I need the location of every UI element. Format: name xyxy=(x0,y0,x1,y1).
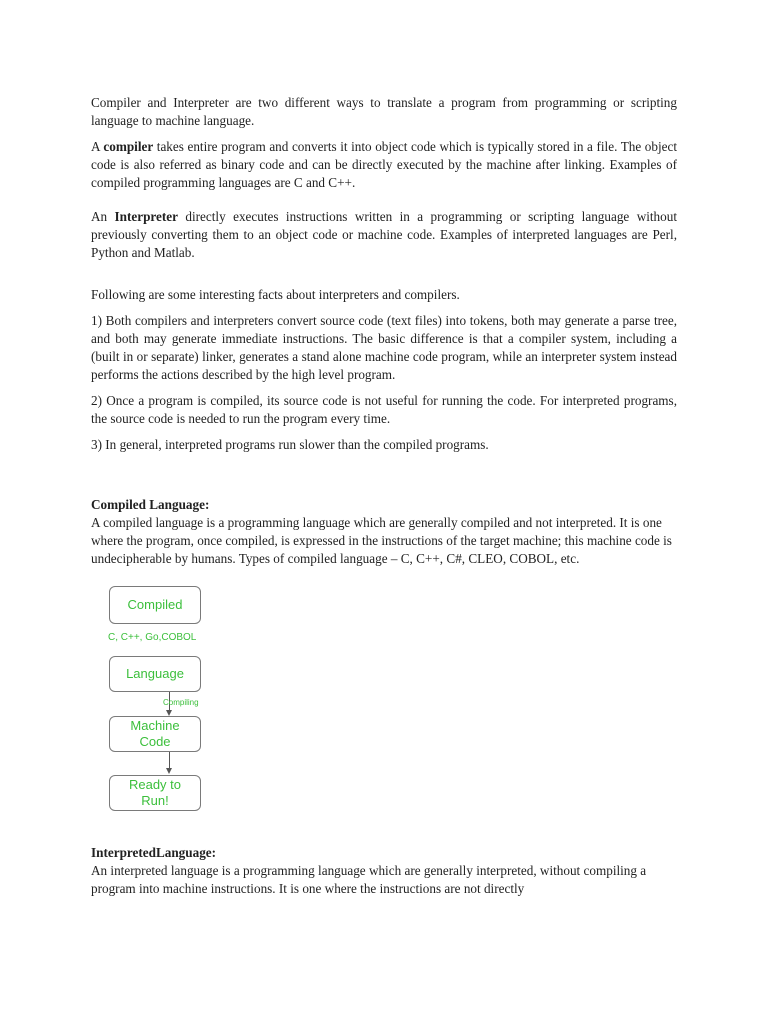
compiler-prefix: A xyxy=(91,139,104,154)
compiled-box-label: Compiled xyxy=(127,597,183,612)
interpreter-description: directly executes instructions written in a programming or scripting language without previously converting them to an object code or machine code. Examples of interpreted languages are Perl, Python and Matlab. xyxy=(91,209,677,260)
compiler-description: takes entire program and converts it into object code which is typically stored in a file. The object code is also referred as binary code and can be directly executed by the machine after linking. Examples of compiled programming languages are C and C++. xyxy=(91,139,678,190)
compiled-language-heading: Compiled Language: xyxy=(91,497,210,512)
machine-code-box-label: Machine Code xyxy=(130,718,180,749)
interpreter-prefix: An xyxy=(91,209,115,224)
language-examples-label: C, C++, Go,COBOL xyxy=(108,632,197,643)
ready-to-run-box-label: Ready to Run! xyxy=(128,777,182,808)
interpreter-term: Interpreter xyxy=(114,209,178,224)
language-box-label: Language xyxy=(126,666,184,681)
compiled-box xyxy=(109,586,201,624)
fact-item-3: 3) In general, interpreted programs run slower than the compiled programs. xyxy=(91,437,489,452)
ready-to-run-box xyxy=(109,775,201,811)
compiler-paragraph xyxy=(91,138,677,192)
compiler-term: compiler xyxy=(103,139,154,154)
interpreted-language-body: An interpreted language is a programming language which are generally interpreted, without compiling a program into machine instructions. It is one where the instructions are not directly xyxy=(91,863,647,896)
facts-intro: Following are some interesting facts about interpreters and compilers. xyxy=(91,287,460,302)
compilation-flow-diagram xyxy=(108,586,228,826)
compiling-edge-label: Compiling xyxy=(163,698,199,707)
interpreter-paragraph xyxy=(91,208,677,262)
document-page xyxy=(91,94,677,898)
fact-item-1: 1) Both compilers and interpreters convert source code (text files) into tokens, both may generate a parse tree, and both may generate immediate instructions. The basic difference is that a compiler system, including a (built in or separate) linker, generates a stand alone machine code program, while an interpreter system instead performs the actions described by the high level program. xyxy=(91,313,677,382)
fact-item-2: 2) Once a program is compiled, its source code is not useful for running the code. For interpreted programs, the source code is needed to run the program every time. xyxy=(91,393,677,426)
intro-paragraph: Compiler and Interpreter are two different ways to translate a program from programming or scripting language to machine language. xyxy=(91,95,677,128)
machine-code-box xyxy=(109,716,201,752)
language-box xyxy=(109,656,201,692)
run-arrowhead xyxy=(166,768,172,774)
compiled-language-body: A compiled language is a programming language which are generally compiled and not interpreted. It is one where the program, once compiled, is expressed in the instructions of the target machine; this machine code is undecipherable by humans. Types of compiled language – C, C++, C#, CLEO, COBOL, etc. xyxy=(91,515,672,566)
interpreted-language-heading: InterpretedLanguage: xyxy=(91,845,217,860)
